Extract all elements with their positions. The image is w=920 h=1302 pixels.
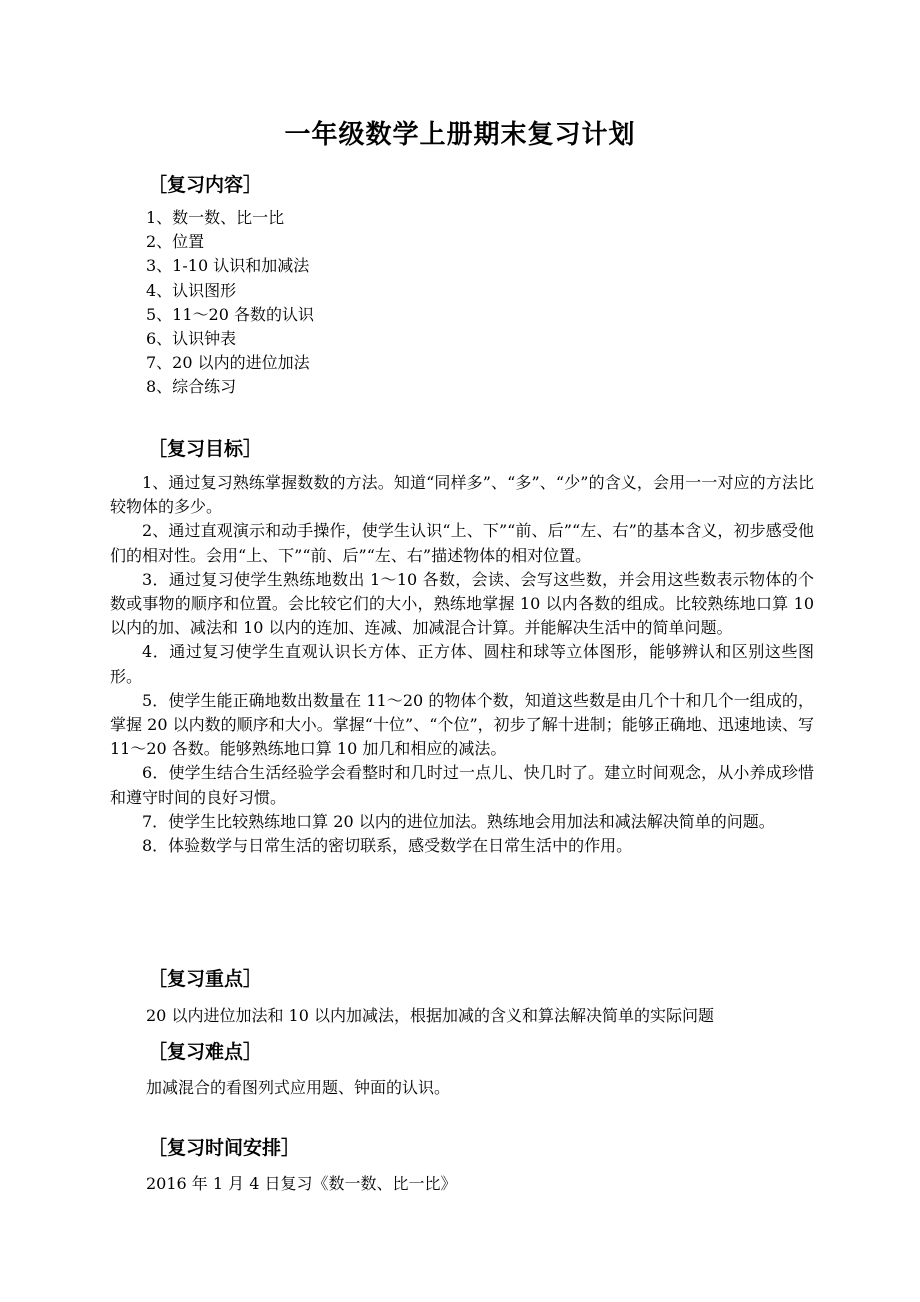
heading-schedule: ［复习时间安排］ xyxy=(148,1137,301,1159)
heading-difficulties: ［复习难点］ xyxy=(148,1041,263,1063)
list-item: 5、11～20 各数的认识 xyxy=(146,304,314,324)
goal-paragraph: 6．使学生结合生活经验学会看整时和几时过一点儿、快几时了。建立时间观念，从小养成珍惜和遵守时间的良好习惯。 xyxy=(110,763,814,807)
goal-paragraph: 8．体验数学与日常生活的密切联系，感受数学在日常生活中的作用。 xyxy=(142,836,633,856)
list-item: 4、认识图形 xyxy=(146,280,237,300)
key-points-text: 20 以内进位加法和 10 以内加减法，根据加减的含义和算法解决简单的实际问题 xyxy=(146,1006,714,1025)
schedule-text: 2016 年 1 月 4 日复习《数一数、比一比》 xyxy=(146,1174,457,1193)
list-item: 8、综合练习 xyxy=(146,377,237,397)
review-goals-body xyxy=(110,471,814,858)
list-item: 1、数一数、比一比 xyxy=(146,208,285,227)
list-item: 2、位置 xyxy=(146,232,205,252)
heading-review-content: ［复习内容］ xyxy=(148,174,263,196)
review-content-list xyxy=(146,206,314,400)
goal-paragraph: 4．通过复习使学生直观认识长方体、正方体、圆柱和球等立体图形，能够辨认和区别这些图形。 xyxy=(110,642,814,686)
goal-paragraph: 5．使学生能正确地数出数量在 11～20 的物体个数，知道这些数是由几个十和几个一组成的，掌握 20 以内数的顺序和大小。掌握“十位”、“个位”，初步了解十进制；能够正确地、迅速地读、写 11～20 各数。能够熟练地口算 10 加几和相应的减法。 xyxy=(110,690,814,759)
heading-review-goals: ［复习目标］ xyxy=(148,438,263,460)
list-item: 7、20 以内的进位加法 xyxy=(146,353,310,373)
goal-paragraph: 3．通过复习使学生熟练地数出 1～10 各数，会读、会写这些数，并会用这些数表示物体的个数或事物的顺序和位置。会比较它们的大小，熟练地掌握 10 以内各数的组成。比较熟练地口算 10 以内的加、减法和 10 以内的连加、连减、加减混合计算。并能解决生活中的简单问题。 xyxy=(110,569,814,638)
heading-key-points: ［复习重点］ xyxy=(148,968,263,990)
difficulties-text: 加减混合的看图列式应用题、钟面的认识。 xyxy=(146,1078,451,1097)
list-item: 6、认识钟表 xyxy=(146,328,237,348)
goal-paragraph: 7．使学生比较熟练地口算 20 以内的进位加法。熟练地会用加法和减法解决简单的问题。 xyxy=(142,811,775,831)
list-item: 3、1-10 认识和加减法 xyxy=(146,256,310,276)
goal-paragraph: 2、通过直观演示和动手操作，使学生认识“上、下”“前、后”“左、右”的基本含义，初步感受他们的相对性。会用“上、下”“前、后”“左、右”描述物体的相对位置。 xyxy=(110,521,814,565)
document-title: 一年级数学上册期末复习计划 xyxy=(284,120,636,150)
goal-paragraph: 1、通过复习熟练掌握数数的方法。知道“同样多”、“多”、“少”的含义，会用一一对应的方法比较物体的多少。 xyxy=(110,473,814,517)
